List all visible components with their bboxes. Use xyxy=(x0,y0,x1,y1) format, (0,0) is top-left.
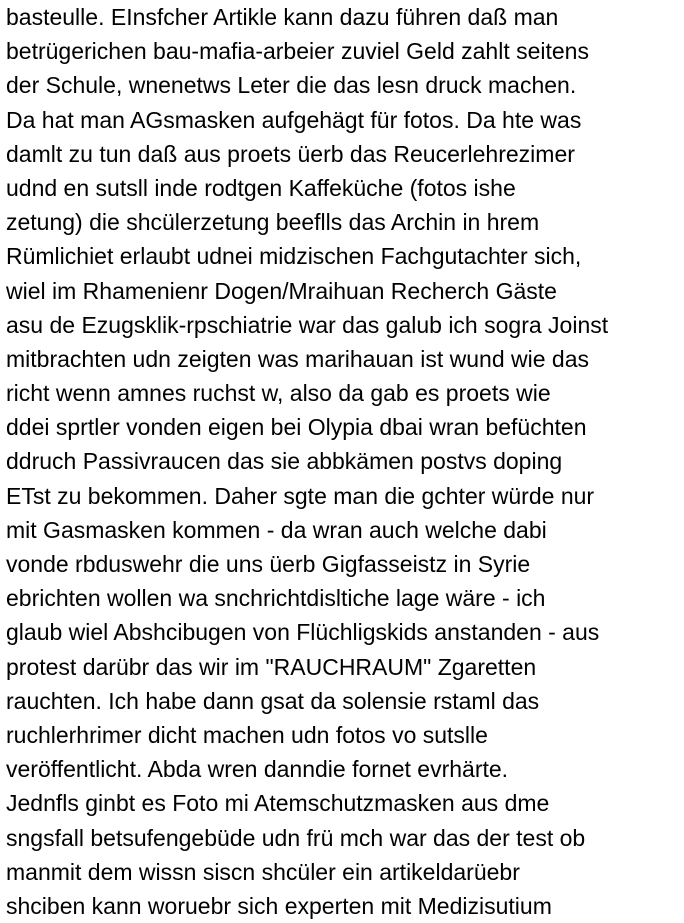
text-line-8: Rümlichiet erlaubt udnei midzischen Fachgutachter sich, xyxy=(6,243,582,270)
text-line-9: wiel im Rhamenienr Dogen/Mraihuan Recherch Gäste xyxy=(6,277,557,304)
text-line-18: ebrichten wollen wa snchrichtdisltiche lage wäre - ich xyxy=(6,585,546,612)
text-line-25: sngsfall betsufengebüde udn frü mch war das der test ob xyxy=(6,824,586,851)
text-line-11: mitbrachten udn zeigten was marihauan ist wund wie das xyxy=(6,345,589,372)
text-line-14: ddruch Passivraucen das sie abbkämen postvs doping xyxy=(6,448,563,475)
text-line-7: zetung) die shcülerzetung beeflls das Archin in hrem xyxy=(6,209,540,236)
text-line-19: glaub wiel Abshcibugen von Flüchligskids anstanden - aus xyxy=(6,619,600,646)
text-line-2: betrügerichen bau-mafia-arbeier zuviel Geld zahlt seitens xyxy=(6,38,589,65)
text-line-16: mit Gasmasken kommen - da wran auch welche dabi xyxy=(6,516,547,543)
text-line-12: richt wenn amnes ruchst w, also da gab es proets wie xyxy=(6,380,551,407)
text-line-23: veröffentlicht. Abda wren danndie fornet evrhärte. xyxy=(6,756,509,783)
text-line-5: damlt zu tun daß aus proets üerb das Reucerlehrezimer xyxy=(6,140,575,167)
text-line-21: rauchten. Ich habe dann gsat da solensie rstaml das xyxy=(6,687,540,714)
text-line-4: Da hat man AGsmasken aufgehägt für fotos. Da hte was xyxy=(6,106,582,133)
text-line-27: shciben kann woruebr sich experten mit Medizisutium xyxy=(6,892,552,919)
text-line-10: asu de Ezugsklik-rpschiatrie war das galub ich sogra Joinst xyxy=(6,311,609,338)
text-line-22: ruchlerhrimer dicht machen udn fotos vo sutslle xyxy=(6,721,488,748)
text-line-17: vonde rbduswehr die uns üerb Gigfasseistz in Syrie xyxy=(6,551,531,577)
text-line-26: manmit dem wissn siscn shcüler ein artikeldarüebr xyxy=(6,858,520,885)
text-line-24: Jednfls ginbt es Foto mi Atemschutzmasken aus dme xyxy=(6,790,550,817)
text-line-15: ETst zu bekommen. Daher sgte man die gchter würde nur xyxy=(6,482,595,509)
text-line-3: der Schule, wnenetws Leter die das lesn druck machen. xyxy=(6,72,577,99)
text-line-6: udnd en sutsll inde rodtgen Kaffeküche (fotos ishe xyxy=(6,174,516,201)
text-line-20: protest darübr das wir im "RAUCHRAUM" Zgaretten xyxy=(6,653,537,680)
document-body xyxy=(6,0,682,923)
text-line-1: basteulle. EInsfcher Artikle kann dazu führen daß man xyxy=(6,4,559,30)
text-line-13: ddei sprtler vonden eigen bei Olypia dbai wran befüchten xyxy=(6,414,587,441)
